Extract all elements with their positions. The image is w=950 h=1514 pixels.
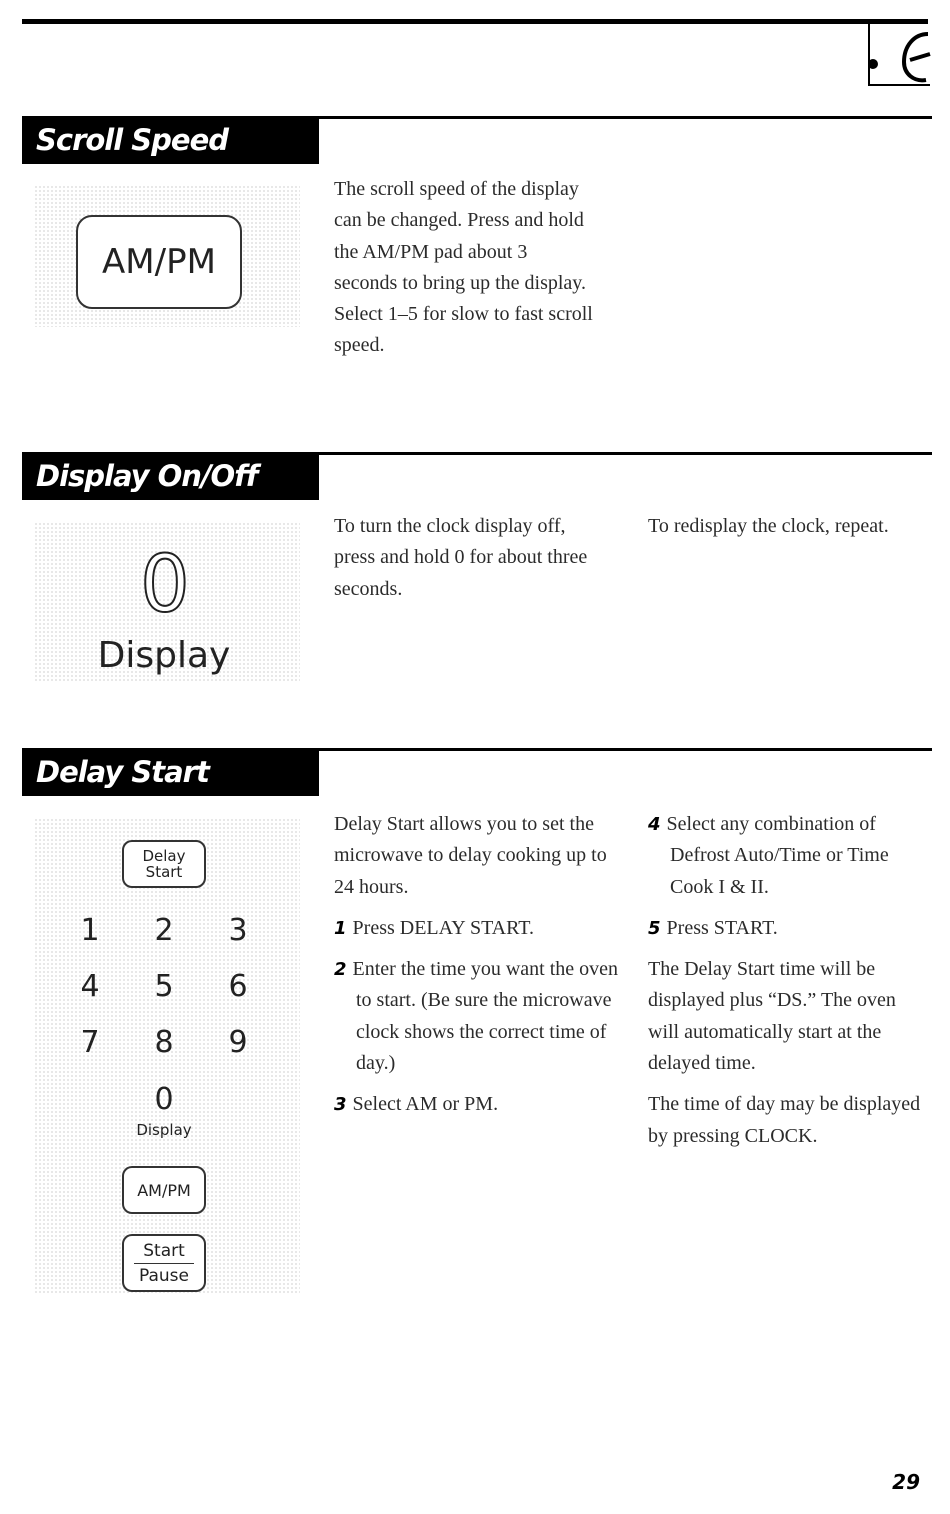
zero-digit: 0 [140,540,190,630]
delay-note-1: The Delay Start time will be displayed plus “DS.” The oven will automatically start at the delayed time. [648,958,896,1075]
key-4: 4 [80,969,100,1004]
delay-step-2-num: 2 [334,959,347,981]
delay-step-1-text: Press DELAY START. [352,916,534,939]
key-3: 3 [228,913,248,948]
key-9: 9 [228,1025,248,1060]
delay-start-pad-line1: Delay [142,847,186,865]
display-onoff-text-col1: To turn the clock display off, press and hold 0 for about three seconds. [334,515,588,600]
delay-step-1-num: 1 [334,917,347,939]
key-1: 1 [80,913,100,948]
delay-step-1 [334,913,624,944]
delay-step-4-num: 4 [648,814,661,835]
display-label: Display [97,635,231,676]
delay-start-intro: Delay Start allows you to set the microwave to delay cooking up to 24 hours. [334,813,607,898]
key-6: 6 [228,969,248,1004]
ge-logo-icon [868,24,930,86]
delay-start-col2 [648,809,932,1152]
ampm-pad: AM/PM [76,215,242,309]
delay-step-4-text: Select any combination of Defrost Auto/Time or Time Cook I & II. [666,813,889,898]
section-rule-display-onoff [318,452,932,455]
delay-note-2: The time of day may be displayed by pressing CLOCK. [648,1093,921,1147]
start-pad-line2: Pause [134,1263,194,1288]
delay-start-col1 [334,809,624,1121]
section-title-scroll-speed: Scroll Speed [22,116,319,164]
top-rule [22,19,928,24]
section-rule-scroll-speed [318,116,932,119]
scroll-speed-text: The scroll speed of the display can be changed. Press and hold the AM/PM pad about 3 seconds to bring up the display. Select 1–5 for slow to fast scroll speed. [334,178,593,357]
section-rule-delay-start [318,748,932,751]
delay-start-pad [122,840,206,888]
key-7: 7 [80,1025,100,1060]
section-title-delay-start: Delay Start [22,748,319,796]
key-0: 0 [154,1082,174,1117]
delay-step-2-text: Enter the time you want the oven to start. (Be sure the microwave clock shows the correct time of day.) [352,958,619,1075]
delay-step-4 [648,809,932,903]
delay-start-pad-line2: Start [145,863,183,881]
delay-step-3-num: 3 [334,1094,347,1116]
delay-step-2 [334,954,624,1079]
page-number: 29 [892,1470,920,1494]
key-8: 8 [154,1025,174,1060]
delay-step-3-text: Select AM or PM. [352,1093,499,1116]
key-0-display-label: Display [136,1121,192,1139]
key-5: 5 [154,969,174,1004]
delay-step-5-num: 5 [648,917,661,939]
ampm-pad-small: AM/PM [122,1166,206,1214]
display-onoff-text-col2: To redisplay the clock, repeat. [648,515,889,537]
delay-step-3 [334,1089,624,1120]
start-pad-line1: Start [143,1240,185,1261]
key-2: 2 [154,913,174,948]
start-pause-pad [122,1234,206,1292]
scroll-speed-illustration [34,185,300,327]
delay-step-5-text: Press START. [666,916,778,939]
section-title-display-onoff: Display On/Off [22,452,319,500]
delay-step-5 [648,913,932,944]
delay-start-keypad-illustration [34,818,300,1294]
display-illustration [34,522,300,682]
